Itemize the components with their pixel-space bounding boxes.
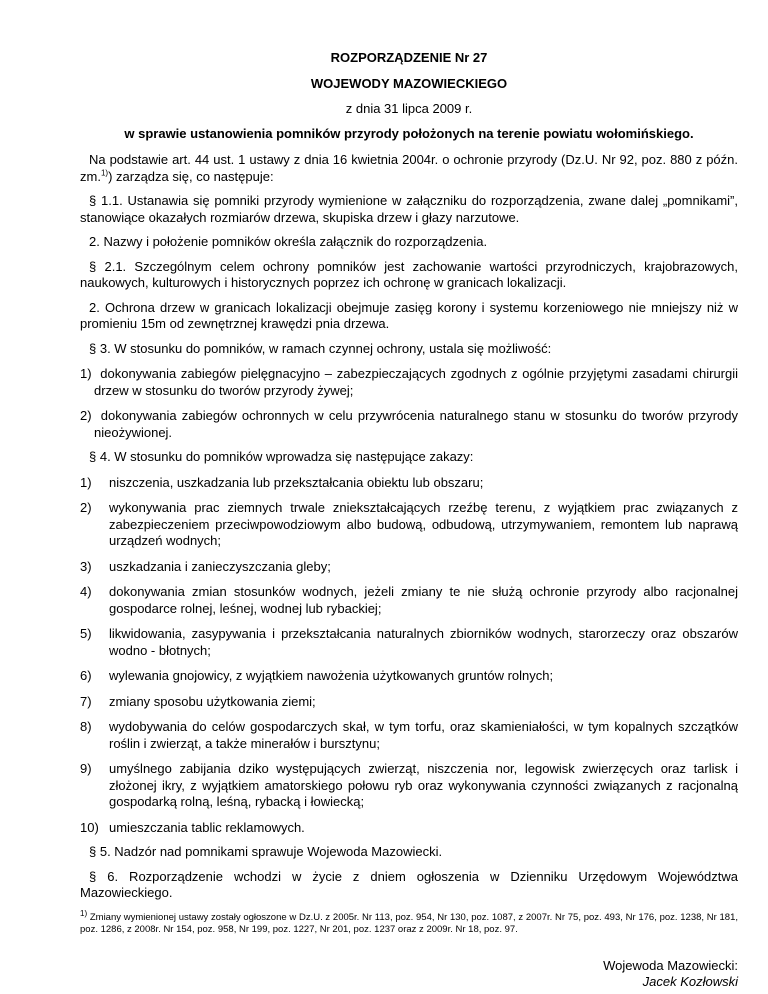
list-item-number: 1) [80, 474, 92, 490]
list-item-text: zmiany sposobu użytkowania ziemi; [109, 693, 316, 709]
list-item-text: dokonywania zmian stosunków wodnych, jeżeli zmiany te nie służą ochronie przyrody albo racjonalnej gospodarce rolnej, leśnej, wodnej lub rybackiej; [109, 584, 738, 616]
regulation-date: z dnia 31 lipca 2009 r. [345, 101, 473, 116]
list-item [80, 559, 738, 576]
list-item-number: 2) [80, 500, 92, 515]
list-item-text: umieszczania tablic reklamowych. [109, 819, 305, 835]
document-page [80, 50, 738, 990]
section-2-2: 2. Ochrona drzew w granicach lokalizacji obejmuje zasięg korony i systemu korzeniowego nie mniejszy niż w promieniu 15m od zewnętrznej krawędzi pnia drzewa. [80, 299, 738, 331]
list-item-number: 6) [80, 668, 92, 683]
issuer: WOJEWODY MAZOWIECKIEGO [310, 75, 508, 91]
list-item-text: dokonywania zabiegów pielęgnacyjno – zabezpieczających zgodnych z ogólnie przyjętymi zasadami chirurgii drzew w stosunku do tworów przyrody żywej; [94, 366, 739, 398]
list-item [80, 694, 738, 711]
footnote-ref: 1) [100, 168, 109, 178]
list-item-number: 9) [80, 761, 92, 776]
list-item-number: 1) [80, 366, 97, 381]
list-item-number: 10) [80, 819, 99, 835]
list-item [80, 820, 738, 837]
section-1-2: 2. Nazwy i położenie pomników określa załącznik do rozporządzenia. [89, 234, 488, 249]
regulation-number: ROZPORZĄDZENIE Nr 27 [330, 50, 488, 65]
list-item [80, 366, 738, 399]
list-item [80, 475, 738, 492]
section-4: § 4. W stosunku do pomników wprowadza się następujące zakazy: [89, 449, 474, 464]
list-item-number: 7) [80, 693, 92, 709]
list-item-text: wydobywania do celów gospodarczych skał, w tym torfu, oraz skamieniałości, w tym kopalnych szczątków roślin i zwierząt, a także minerałów i bursztynu; [109, 719, 738, 751]
list-item-number: 8) [80, 719, 92, 734]
list-item [80, 719, 738, 752]
list-item [80, 626, 738, 659]
signature-block [80, 958, 738, 990]
section-1-1: § 1.1. Ustanawia się pomniki przyrody wymienione w załączniku do rozporządzenia, zwane dalej „pomnikami”, stanowiące okazałych rozmiarów drzewa, skupiska drzew i głazy narzutowe. [80, 193, 738, 225]
list-item-text: umyślnego zabijania dziko występujących zwierząt, niszczenia nor, legowisk zwierzęcych oraz tarlisk i złożonej ikry, z wyjątkiem amatorskiego połowu ryb oraz wykonywania czynności związanych z racjonalną gospodarką rolną, leśną, rybacką i łowiecką; [109, 761, 738, 809]
list-item-number: 4) [80, 584, 92, 599]
legal-basis: Na podstawie art. 44 ust. 1 ustawy z dnia 16 kwietnia 2004r. o ochronie przyrody (Dz.U. Nr 92, poz. 880 z późn. zm.$^{1)}$) zarządza się, co następuje: [80, 152, 738, 184]
list-item [80, 584, 738, 617]
list-item [80, 668, 738, 685]
list-item [80, 500, 738, 550]
section-5: § 5. Nadzór nad pomnikami sprawuje Wojewoda Mazowiecki. [89, 844, 443, 859]
list-item-text: uszkadzania i zanieczyszczania gleby; [109, 558, 331, 574]
section-2-1: § 2.1. Szczególnym celem ochrony pomników jest zachowanie wartości przyrodniczych, krajobrazowych, naukowych, kulturowych i historycznych poprzez ich ochronę w granicach lokalizacji. [80, 258, 738, 290]
signature-title: Wojewoda Mazowiecki: [603, 957, 738, 973]
list-item-text: niszczenia, uszkadzania lub przekształcania obiektu lub obszaru; [109, 474, 484, 490]
list-item-text: dokonywania zabiegów ochronnych w celu przywrócenia naturalnego stanu w stosunku do tworów przyrody nieożywionej. [94, 408, 739, 440]
list-item-text: wykonywania prac ziemnych trwale zniekształcających rzeźbę terenu, z wyjątkiem prac związanych z zabezpieczeniem przeciwpowodziowym albo budową, odbudową, utrzymywaniem, remontem lub naprawą urządzeń wodnych; [109, 500, 738, 548]
signature-name: Jacek Kozłowski [642, 973, 738, 989]
section-3: § 3. W stosunku do pomników, w ramach czynnej ochrony, ustala się możliwość: [89, 340, 552, 356]
list-item-text: wylewania gnojowicy, z wyjątkiem nawożenia użytkowanych gruntów rolnych; [109, 668, 554, 683]
regulation-subject: w sprawie ustanowienia pomników przyrody położonych na terenie powiatu wołomińskiego. [124, 125, 694, 141]
list-item-number: 5) [80, 626, 92, 641]
list-item [80, 408, 738, 441]
list-item-number: 2) [80, 408, 97, 423]
section-4-list [80, 475, 738, 837]
list-item [80, 761, 738, 811]
footnote: $^{1)}$ Zmiany wymienionej ustawy zostały ogłoszone w Dz.U. z 2005r. Nr 113, poz. 954, Nr 130, poz. 1087, z 2007r. Nr 75, poz. 493, Nr 176, poz. 1238, Nr 181, poz. 1286, z 2008r. Nr 154, poz. 958, Nr 199, poz. 1227, Nr 201, poz. 1237 oraz z 2009r. Nr 18, poz. 97. [80, 908, 738, 935]
list-item-number: 3) [80, 558, 92, 574]
list-item-text: likwidowania, zasypywania i przekształcania naturalnych zbiorników wodnych, starorzeczy oraz obszarów wodno - błotnych; [109, 626, 738, 658]
section-6: § 6. Rozporządzenie wchodzi w życie z dniem ogłoszenia w Dzienniku Urzędowym Województwa Mazowieckiego. [80, 868, 738, 900]
section-3-list [80, 366, 738, 441]
